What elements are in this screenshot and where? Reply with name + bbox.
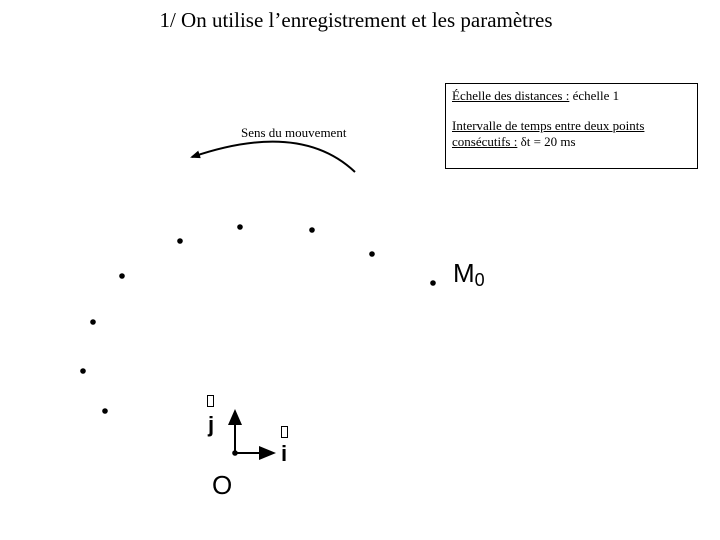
interval-value: δt = 20 ms	[517, 134, 576, 149]
scale-label: Échelle des distances :	[452, 88, 570, 103]
origin-label: O	[212, 470, 233, 500]
j-vector-symbol-box	[207, 395, 214, 407]
trajectory-points	[80, 224, 436, 414]
page-title: 1/ On utilise l’enregistrement et les paramètres	[159, 8, 553, 32]
trajectory-point	[369, 251, 375, 257]
trajectory-point	[177, 238, 183, 244]
motion-direction-label: Sens du mouvement	[241, 125, 347, 140]
trajectory-point	[102, 408, 108, 414]
trajectory-point	[80, 368, 86, 374]
scale-value: échelle 1	[569, 88, 620, 103]
motion-direction-arrow	[192, 142, 355, 172]
trajectory-point	[309, 227, 315, 233]
trajectory-point	[119, 273, 125, 279]
trajectory-point	[430, 280, 436, 286]
trajectory-point	[237, 224, 243, 230]
m0-point-label: $M_0$	[453, 258, 485, 290]
i-vector-arrowhead	[259, 446, 276, 460]
interval-label-line1: Intervalle de temps entre deux points	[452, 118, 645, 133]
interval-label-line2: consécutifs :	[452, 134, 518, 149]
trajectory-point	[90, 319, 96, 325]
j-vector-arrowhead	[228, 409, 242, 425]
i-vector-label: i	[281, 441, 288, 466]
i-vector-symbol-box	[281, 426, 288, 438]
j-vector-label: j	[208, 412, 215, 437]
